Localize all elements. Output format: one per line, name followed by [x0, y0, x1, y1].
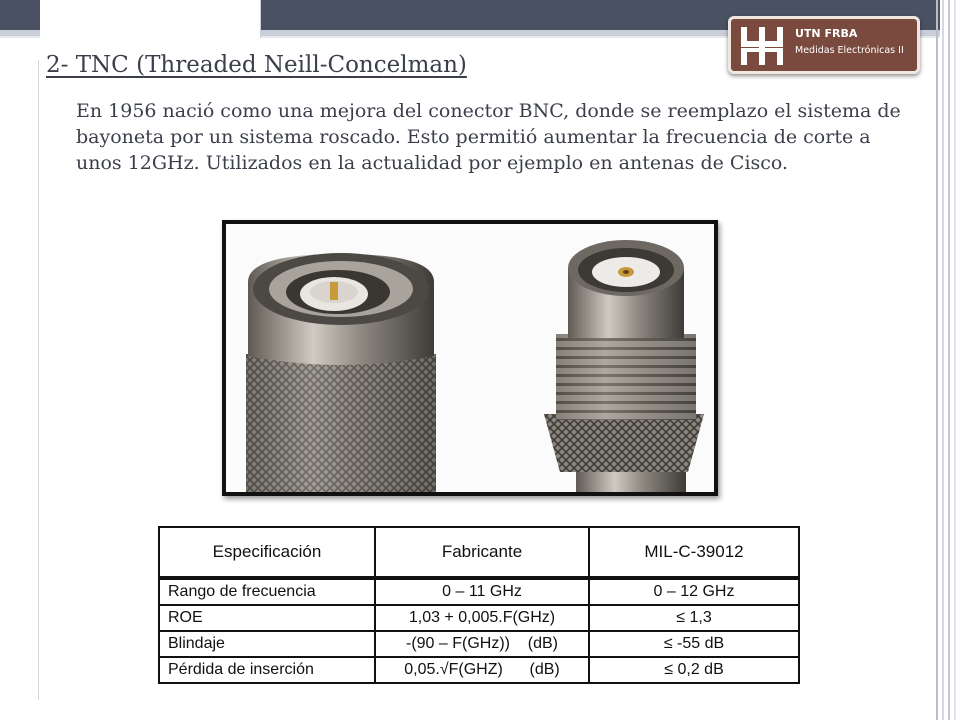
cell-mil: 0 – 12 GHz — [589, 578, 799, 605]
slide-paragraph: En 1956 nació como una mejora del conector BNC, donde se reemplazo el sistema de bayoneta por un sistema roscado. Esto permitió aumentar la frecuencia de corte a unos 12GHz. Utilizados en la actualidad por ejemplo en antenas de Cisco. — [76, 100, 901, 174]
logo-title: UTN FRBA — [795, 27, 858, 40]
table-row — [159, 578, 799, 605]
cell-mil: ≤ -55 dB — [589, 631, 799, 657]
table-row — [159, 631, 799, 657]
cell-mil: ≤ 0,2 dB — [589, 657, 799, 683]
cell-fabricante: 0 – 11 GHz — [375, 578, 589, 605]
logo-subtitle: Medidas Electrónicas II — [795, 45, 904, 56]
table-header-row — [159, 527, 799, 578]
cell-mil: ≤ 1,3 — [589, 605, 799, 631]
utn-emblem-icon — [737, 24, 787, 68]
male-tnc-connector — [246, 253, 436, 492]
slide-title: 2- TNC (Threaded Neill-Concelman) — [46, 52, 467, 78]
cell-spec: Blindaje — [159, 631, 375, 657]
header-especificacion: Especificación — [159, 527, 375, 578]
table-row — [159, 605, 799, 631]
cell-fabricante: -(90 – F(GHz)) (dB) — [375, 631, 589, 657]
header-mil-spec: MIL-C-39012 — [589, 527, 799, 578]
tnc-connectors-illustration — [226, 224, 714, 492]
tnc-connectors-photo — [222, 220, 718, 496]
utn-logo — [728, 16, 920, 74]
cell-spec: Rango de frecuencia — [159, 578, 375, 605]
right-decorative-stripes — [932, 0, 960, 720]
cell-spec: Pérdida de inserción — [159, 657, 375, 683]
header-fabricante: Fabricante — [375, 527, 589, 578]
table-row — [159, 657, 799, 683]
cell-fabricante: 0,05.√F(GHZ) (dB) — [375, 657, 589, 683]
left-divider-line — [38, 60, 39, 700]
cell-spec: ROE — [159, 605, 375, 631]
spec-table — [158, 526, 800, 684]
cell-fabricante: 1,03 + 0,005.F(GHz) — [375, 605, 589, 631]
female-tnc-connector — [544, 240, 704, 492]
